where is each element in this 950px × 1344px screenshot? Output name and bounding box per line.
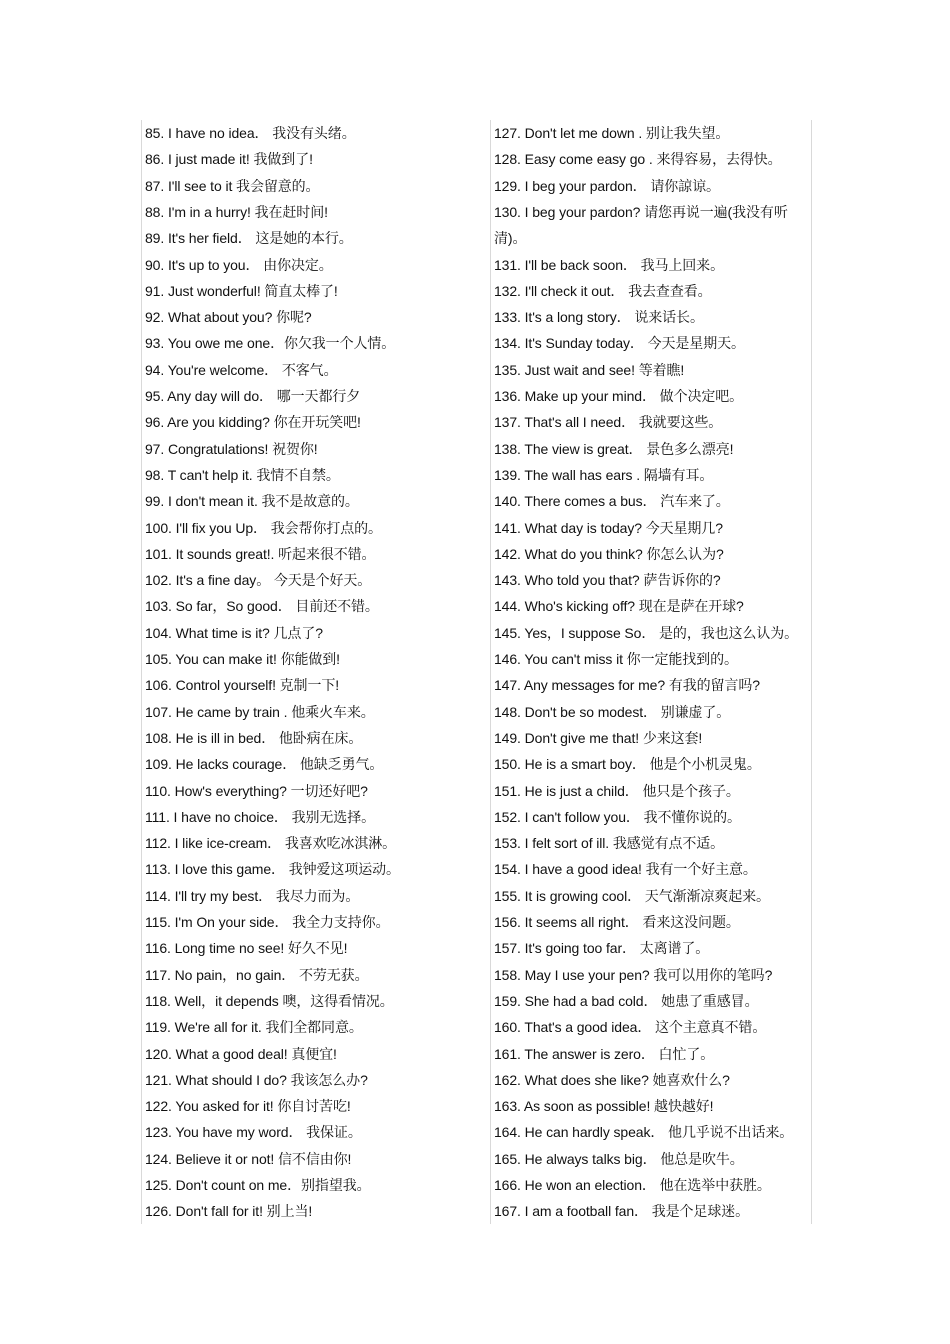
left-phrase-line: 125. Don't count on me．别指望我。	[145, 1177, 371, 1193]
right-phrase-line: 134. It's Sunday today． 今天是星期天。	[494, 335, 745, 352]
right-phrase-line: 162. What does she like? 她喜欢什么?	[494, 1071, 730, 1088]
right-phrase-line: 127. Don't let me down . 别让我失望。	[494, 125, 730, 141]
left-phrase-line: 103. So far，So good． 目前还不错。	[145, 598, 379, 615]
right-phrase-line: 147. Any messages for me? 有我的留言吗?	[494, 677, 760, 694]
left-phrase-line: 90. It's up to you． 由你决定。	[145, 256, 333, 273]
right-phrase-line: 158. May I use your pen? 我可以用你的笔吗?	[494, 966, 773, 983]
right-phrase-line: 164. He can hardly speak． 他几乎说不出话来。	[494, 1124, 794, 1141]
right-phrase-line: 136. Make up your mind． 做个决定吧。	[494, 388, 744, 404]
right-phrase-line: 145. Yes，I suppose So． 是的，我也这么认为。	[494, 624, 799, 641]
left-phrase-line: 96. Are you kidding? 你在开玩笑吧!	[145, 414, 361, 431]
left-phrase-line: 105. You can make it! 你能做到!	[145, 651, 340, 667]
left-phrase-line: 92. What about you? 你呢?	[145, 309, 312, 326]
right-phrase-line: 137. That's all I need． 我就要这些。	[494, 414, 723, 431]
left-phrase-line: 100. I'll fix you Up． 我会帮你打点的。	[145, 519, 382, 536]
right-phrase-line: 161. The answer is zero． 白忙了。	[494, 1045, 715, 1062]
right-phrase-line: 152. I can't follow you． 我不懂你说的。	[494, 808, 741, 825]
right-phrase-line: 156. It seems all right． 看来这没问题。	[494, 914, 740, 930]
right-phrase-line: 163. As soon as possible! 越快越好!	[494, 1098, 714, 1115]
right-phrase-line: 153. I felt sort of ill. 我感觉有点不适。	[494, 835, 725, 852]
left-phrase-line: 94. You're welcome． 不客气。	[145, 361, 338, 378]
right-phrase-line: 130. I beg your pardon? 请您再说一遍(我没有听	[494, 203, 788, 220]
left-phrase-line: 113. I love this game． 我钟爱这项运动。	[145, 861, 400, 878]
right-phrase-line: 160. That's a good idea． 这个主意真不错。	[494, 1019, 767, 1036]
right-phrase-line: 143. Who told you that? 萨告诉你的?	[494, 572, 721, 589]
left-phrase-line: 120. What a good deal! 真便宜!	[145, 1045, 337, 1062]
left-phrase-line: 107. He came by train . 他乘火车来。	[145, 703, 375, 720]
right-phrase-line: 144. Who's kicking off? 现在是萨在开球?	[494, 598, 744, 615]
left-phrase-line: 116. Long time no see! 好久不见!	[145, 940, 348, 957]
right-phrase-line: 141. What day is today? 今天星期几?	[494, 519, 723, 536]
right-phrase-line: 155. It is growing cool． 天气渐渐凉爽起来。	[494, 887, 770, 904]
right-phrase-line: 132. I'll check it out． 我去查查看。	[494, 282, 712, 299]
right-phrase-line: 139. The wall has ears . 隔墙有耳。	[494, 466, 714, 483]
left-phrase-line: 108. He is ill in bed． 他卧病在床。	[145, 729, 363, 746]
right-phrase-line: 131. I'll be back soon． 我马上回来。	[494, 256, 724, 273]
left-phrase-line: 118. Well，it depends 噢，这得看情况。	[145, 992, 394, 1009]
right-phrase-line: 148. Don't be so modest． 别谦虚了。	[494, 703, 731, 720]
left-phrase-line: 101. It sounds great!. 听起来很不错。	[145, 545, 376, 562]
right-phrase-line: 166. He won an election． 他在选举中获胜。	[494, 1177, 771, 1193]
left-phrase-line: 119. We're all for it. 我们全都同意。	[145, 1019, 363, 1036]
right-phrase-line: 159. She had a bad cold． 她患了重感冒。	[494, 992, 759, 1009]
left-phrase-line: 98. T can't help it. 我情不自禁。	[145, 466, 340, 483]
left-phrase-line: 117. No pain，no gain． 不劳无获。	[145, 966, 369, 983]
right-phrase-line: 167. I am a football fan． 我是个足球迷。	[494, 1203, 750, 1220]
left-column	[141, 120, 490, 1224]
left-phrase-line: 124. Believe it or not! 信不信由你!	[145, 1150, 352, 1167]
left-phrase-line: 114. I'll try my best． 我尽力而为。	[145, 887, 360, 904]
right-phrase-line: 清)。	[494, 230, 527, 247]
left-phrase-line: 112. I like ice-cream． 我喜欢吃冰淇淋。	[145, 835, 397, 852]
left-phrase-line: 99. I don't mean it. 我不是故意的。	[145, 493, 359, 510]
left-phrase-line: 106. Control yourself! 克制一下!	[145, 677, 340, 694]
left-phrase-line: 115. I'm On your side． 我全力支持你。	[145, 914, 390, 930]
left-phrase-line: 97. Congratulations! 祝贺你!	[145, 440, 318, 457]
left-phrase-line: 123. You have my word． 我保证。	[145, 1124, 362, 1141]
right-phrase-line: 146. You can't miss it 你一定能找到的。	[494, 651, 738, 667]
left-phrase-line: 95. Any day will do． 哪一天都行夕	[145, 388, 361, 404]
left-phrase-line: 85. I have no idea． 我没有头绪。	[145, 125, 356, 141]
right-phrase-line: 150. He is a smart boy． 他是个小机灵鬼。	[494, 756, 761, 773]
right-phrase-line: 165. He always talks big． 他总是吹牛。	[494, 1150, 744, 1167]
left-phrase-line: 93. You owe me one．你欠我一个人情。	[145, 335, 396, 352]
left-phrase-line: 126. Don't fall for it! 别上当!	[145, 1203, 313, 1220]
left-phrase-line: 87. I'll see to it 我会留意的。	[145, 177, 320, 194]
left-phrase-line: 121. What should I do? 我该怎么办?	[145, 1071, 368, 1088]
right-phrase-line: 128. Easy come easy go . 来得容易，去得快。	[494, 151, 782, 168]
right-phrase-line: 157. It's going too far． 太离谱了。	[494, 940, 710, 957]
right-phrase-line: 133. It's a long story． 说来话长。	[494, 309, 704, 326]
left-phrase-line: 102. It's a fine day。 今天是个好天。	[145, 572, 372, 589]
left-phrase-line: 88. I'm in a hurry! 我在赶时间!	[145, 203, 328, 220]
right-phrase-line: 129. I beg your pardon． 请你諒谅。	[494, 177, 720, 194]
left-phrase-line: 111. I have no choice． 我别无选择。	[145, 808, 376, 825]
left-phrase-line: 110. How's everything? 一切还好吧?	[145, 782, 368, 799]
right-phrase-line: 142. What do you think? 你怎么认为?	[494, 545, 724, 562]
right-column	[490, 120, 812, 1224]
left-phrase-line: 89. It's her field． 这是她的本行。	[145, 230, 353, 247]
left-phrase-line: 86. I just made it! 我做到了!	[145, 151, 313, 168]
right-phrase-line: 138. The view is great． 景色多么漂亮!	[494, 440, 734, 457]
right-phrase-line: 140. There comes a bus． 汽车来了。	[494, 493, 730, 510]
right-phrase-line: 151. He is just a child． 他只是个孩子。	[494, 782, 740, 799]
right-phrase-line: 154. I have a good idea! 我有一个好主意。	[494, 861, 757, 878]
right-phrase-line: 135. Just wait and see! 等着瞧!	[494, 361, 685, 378]
left-phrase-line: 104. What time is it? 几点了?	[145, 624, 323, 641]
right-phrase-line: 149. Don't give me that! 少来这套!	[494, 729, 703, 746]
left-phrase-line: 122. You asked for it! 你自讨苦吃!	[145, 1098, 351, 1115]
left-phrase-line: 91. Just wonderful! 简直太棒了!	[145, 282, 338, 299]
left-phrase-line: 109. He lacks courage． 他缺乏勇气。	[145, 756, 384, 773]
